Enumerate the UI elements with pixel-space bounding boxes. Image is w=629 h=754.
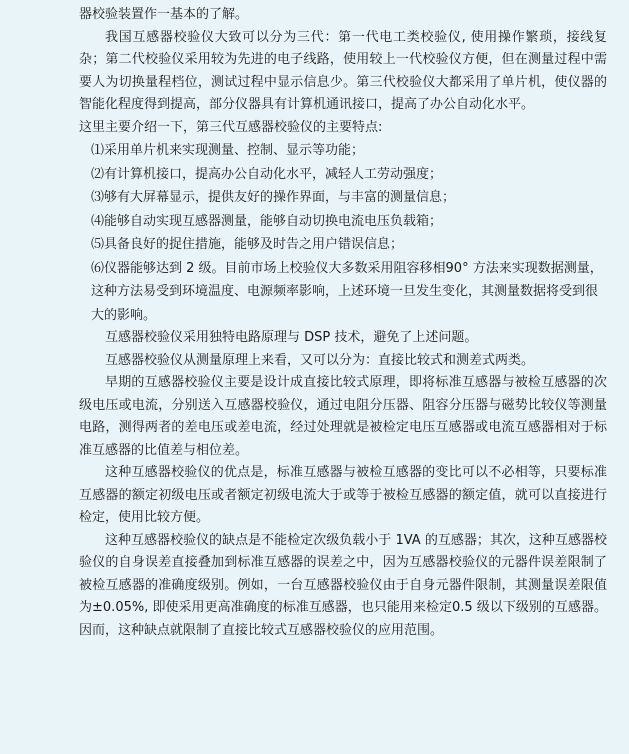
paragraph-disadvantages: 这种互感器校验仪的缺点是不能检定次级负载小于 1VA 的互感器；其次，这种互感器校验仪的自身误差直接叠加到标准互感器的误差之中，因为互感器校验仪的元器件误差限制了被检互感器的准确度级别。例如，一台互感器校验仪由于自身元器件限制，其测量误差限值为±0.05%, 即使采用更高准确度的标准互感器，也只能用来检定0.5 级以下级别的互感器。因而，这种缺点就限制了直接比较式互感器校验仪的应用范围。 [79, 532, 607, 638]
feature-item-3: ⑶够有大屏幕显示，提供友好的操作界面，与丰富的测量信息； [91, 190, 456, 205]
paragraph-features-intro: 这里主要介绍一下，第三代互感器校验仪的主要特点: [79, 119, 383, 135]
feature-item-6: ⑹仪器能够达到 2 级。目前市场上校验仪大多数采用阻容移相90° 方法来实现数据测量，这种方法易受到环境温度、电源频率影响，上述环境一旦发生变化，其测量数据将受到很大的影响。 [91, 260, 603, 323]
feature-item-2: ⑵有计算机接口，提高办公自动化水平，减轻人工劳动强度； [91, 166, 443, 182]
feature-item-1: ⑴采用单片机来实现测量、控制、显示等功能； [91, 143, 365, 158]
feature-item-5: ⑸具备良好的捉住措施，能够及时告之用户错误信息； [91, 237, 404, 252]
paragraph-direct-comparison: 早期的互感器校验仪主要是设计成直接比较式原理，即将标准互感器与被检互感器的次级电压或电流，分别送入互感器校验仪，通过电阻分压器、阻容分压器与磁势比较仪等测量电路，测得两者的差电压或差电流，经过处理就是被检定电压互感器或电流互感器相对于标准互感器的比值差与相位差。 [79, 375, 607, 458]
paragraph-dsp: 互感器校验仪采用独特电路原理与 DSP 技术，避免了上述问题。 [105, 330, 478, 345]
feature-item-4: ⑷能够自动实现互感器测量，能够自动切换电流电压负载箱； [91, 213, 443, 229]
feature-list [79, 139, 607, 327]
paragraph-principle-types: 互感器校验仪从测量原理上来看，又可以分为：直接比较式和测差式两类。 [105, 352, 535, 368]
paragraph-generations: 我国互感器校验仪大致可以分为三代：第一代电工类校验仪, 使用操作繁琐，接线复杂；第二代校验仪采用较为先进的电子线路，使用较上一代校验仪方便，但在测量过程中需要人为切换量程档位，测试过程中显示信息少。第三代校验仪大都采用了单片机，使仪器的智能化程度得到提高，部分仪器具有计算机通讯接口，提高了办公自动化水平。 [79, 29, 607, 112]
paragraph-advantages: 这种互感器校验仪的优点是，标准互感器与被检互感器的变比可以不必相等，只要标准互感器的额定初级电压或者额定初级电流大于或等于被检互感器的额定值，就可以直接进行检定，使用比较方便。 [79, 465, 607, 525]
paragraph-continuation: 器校验装置作一基本的了解。 [79, 7, 249, 22]
